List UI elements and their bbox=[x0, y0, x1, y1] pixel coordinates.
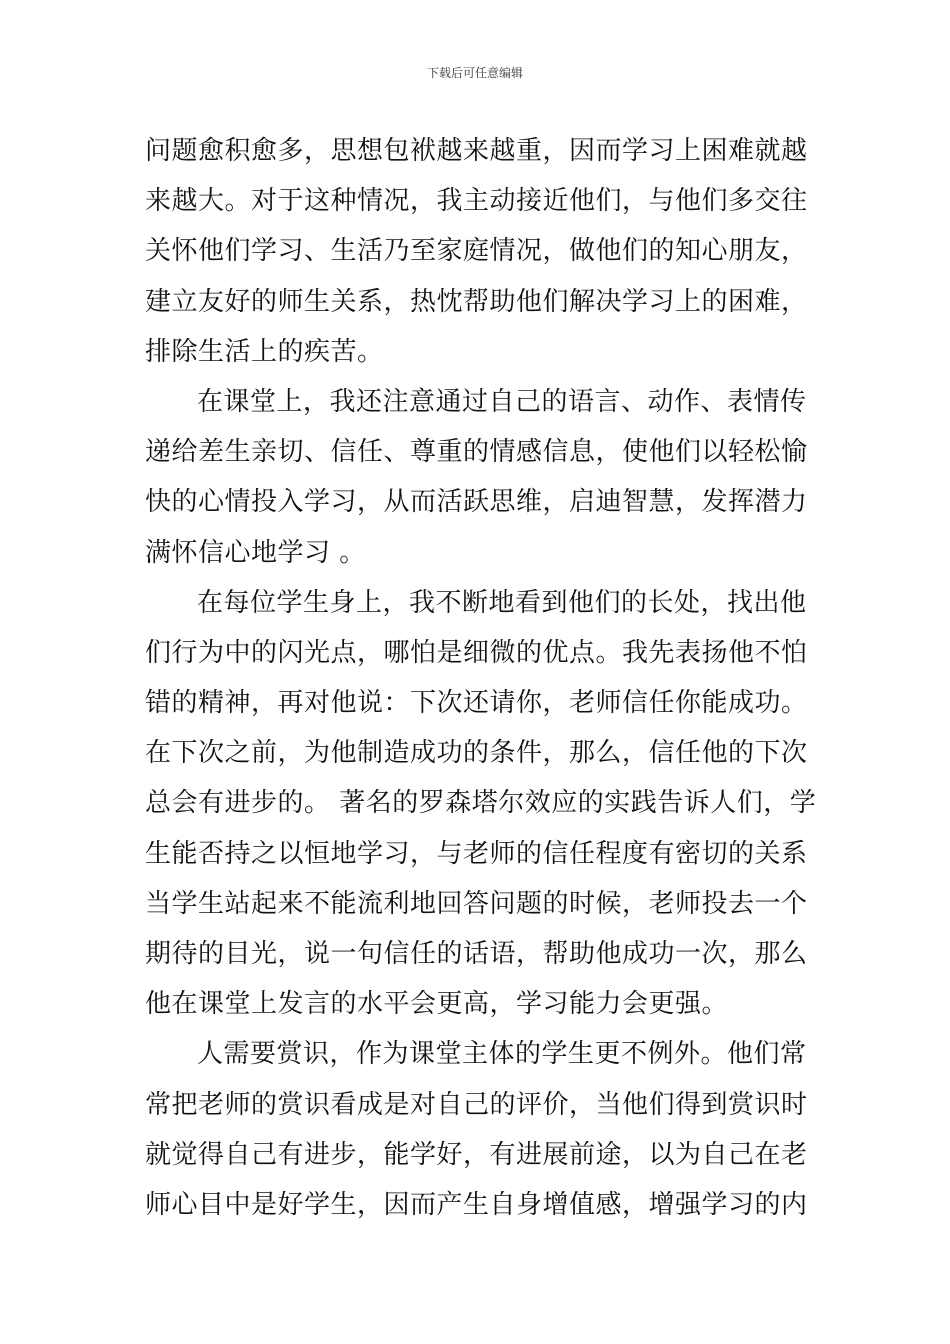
text-line: 常把老师的赏识看成是对自己的评价，当他们得到赏识时 bbox=[145, 1089, 808, 1120]
paragraph-start-line: 人需要赏识，作为课堂主体的学生更不例外。他们常 bbox=[197, 1039, 807, 1070]
text-line: 总会有进步的。 著名的罗森塔尔效应的实践告诉人们，学 bbox=[145, 788, 817, 819]
text-line: 建立友好的师生关系，热忱帮助他们解决学习上的困难， bbox=[145, 286, 808, 317]
text-line: 错的精神，再对他说：下次还请你，老师信任你能成功。 bbox=[145, 688, 808, 719]
text-line: 师心目中是好学生，因而产生自身增值感，增强学习的内 bbox=[145, 1189, 808, 1220]
text-line: 们行为中的闪光点，哪怕是细微的优点。我先表扬他不怕 bbox=[145, 637, 808, 668]
text-line: 他在课堂上发言的水平会更高，学习能力会更强。 bbox=[145, 989, 729, 1020]
text-line: 在下次之前，为他制造成功的条件，那么，信任他的下次 bbox=[145, 738, 808, 769]
text-line: 当学生站起来不能流利地回答问题的时候，老师投去一个 bbox=[145, 888, 808, 919]
text-line: 快的心情投入学习，从而活跃思维，启迪智慧，发挥潜力 bbox=[145, 487, 808, 518]
text-line: 期待的目光，说一句信任的话语，帮助他成功一次，那么 bbox=[145, 939, 808, 969]
page-header-note: 下载后可任意编辑 bbox=[426, 66, 523, 80]
text-line: 关怀他们学习、生活乃至家庭情况，做他们的知心朋友， bbox=[145, 236, 808, 267]
paragraph-start-line: 在每位学生身上，我不断地看到他们的长处，找出他 bbox=[197, 587, 807, 618]
paragraph-start-line: 在课堂上，我还注意通过自己的语言、动作、表情传 bbox=[197, 386, 807, 417]
text-line: 生能否持之以恒地学习，与老师的信任程度有密切的关系 bbox=[145, 838, 808, 869]
text-line: 来越大。对于这种情况，我主动接近他们，与他们多交往 bbox=[145, 186, 808, 217]
text-line: 满怀信心地学习 。 bbox=[145, 537, 366, 568]
text-line: 问题愈积愈多，思想包袱越来越重，因而学习上困难就越 bbox=[145, 136, 808, 166]
text-line: 递给差生亲切、信任、尊重的情感信息，使他们以轻松愉 bbox=[145, 437, 808, 468]
text-line: 就觉得自己有进步，能学好，有进展前途，以为自己在老 bbox=[145, 1139, 808, 1170]
text-line: 排除生活上的疾苦。 bbox=[145, 336, 384, 367]
document-body bbox=[145, 126, 817, 1230]
